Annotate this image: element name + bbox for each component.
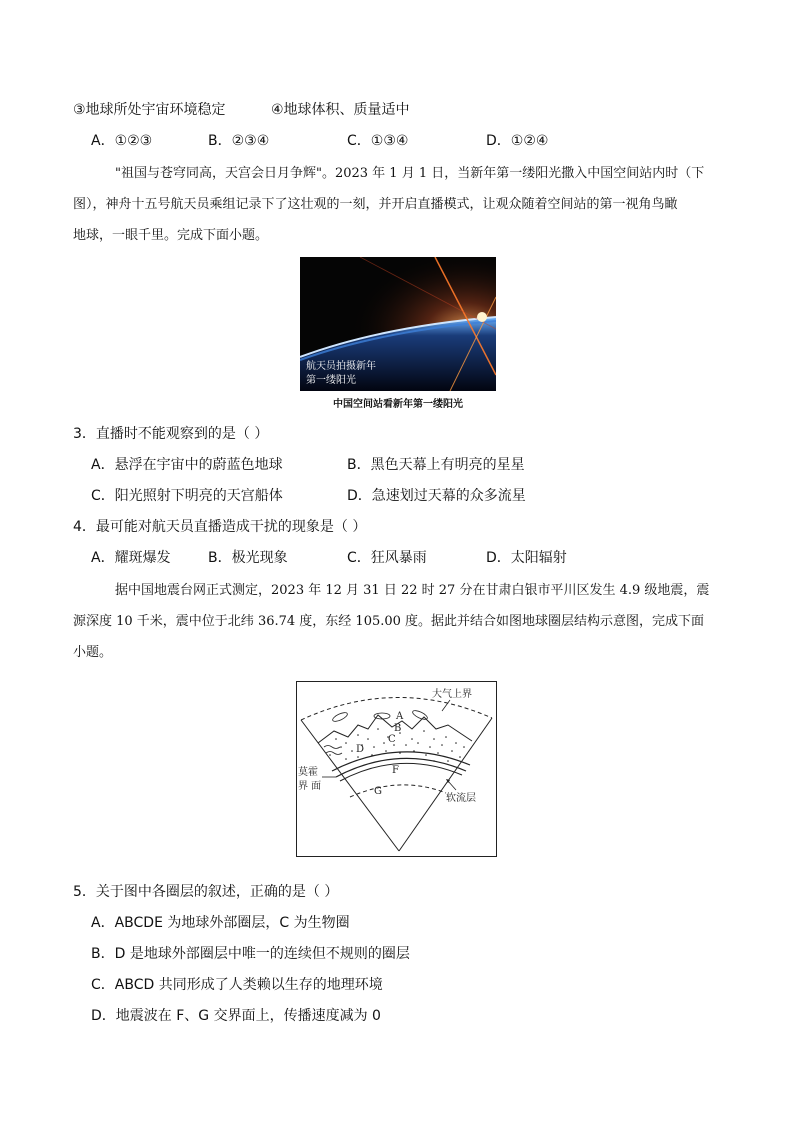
q4-option-a: A．耀斑爆发: [91, 550, 171, 566]
label-moho-1: 莫霍: [298, 767, 318, 778]
earth-sphere-diagram: [296, 681, 497, 857]
q3-stem: 3．直播时不能观察到的是（ ）: [73, 426, 269, 442]
q4-option-c: C．狂风暴雨: [347, 550, 427, 566]
q4-stem: 4．最可能对航天员直播造成干扰的现象是（ ）: [73, 519, 367, 535]
layer-label-f: F: [392, 765, 399, 776]
q3-option-b: B．黑色天幕上有明亮的星星: [347, 457, 525, 473]
layer-label-d: D: [356, 744, 365, 755]
space-station-photo: [300, 257, 496, 391]
layer-label-g: G: [374, 786, 382, 797]
layer-label-a: A: [396, 711, 404, 722]
q3-option-a: A．悬浮在宇宙中的蔚蓝色地球: [91, 457, 283, 473]
photo-overlay-line-1: 航天员拍摄新年: [306, 361, 376, 372]
q5-option-d: D．地震波在 F、G 交界面上，传播速度减为 0: [91, 1008, 381, 1024]
passage2-line-3: 小题。: [73, 645, 113, 660]
label-atmosphere-top: 大气上界: [432, 689, 472, 700]
q5-option-a: A．ABCDE 为地球外部圈层，C 为生物圈: [91, 915, 350, 931]
q5-stem: 5．关于图中各圈层的叙述，正确的是（ ）: [73, 884, 339, 900]
prev-choice-b: B．②③④: [208, 133, 270, 149]
label-moho-2: 界 面: [298, 781, 322, 792]
passage2-line-1: 据中国地震台网正式测定，2023 年 12 月 31 日 22 时 27 分在甘肃白银市平川区发生 4.9 级地震，震: [115, 583, 710, 598]
passage1-line-3: 地球，一眼千里。完成下面小题。: [73, 228, 269, 243]
q5-option-c: C．ABCD 共同形成了人类赖以生存的地理环境: [91, 977, 383, 993]
prev-choice-c: C．①③④: [347, 133, 409, 149]
q4-option-b: B．极光现象: [208, 550, 288, 566]
label-asthenosphere: 软流层: [446, 793, 476, 804]
layer-label-b: B: [394, 723, 402, 734]
passage1-line-2: 图），神舟十五号航天员乘组记录下了这壮观的一刻，并开启直播模式，让观众随着空间站的第一视角鸟瞰: [73, 197, 678, 212]
prev-option-4: ④地球体积、质量适中: [271, 102, 410, 118]
prev-choice-a: A．①②③: [91, 133, 153, 149]
layer-label-c: C: [388, 734, 396, 745]
photo-caption: 中国空间站看新年第一缕阳光: [333, 399, 463, 410]
prev-option-3: ③地球所处宇宙环境稳定: [73, 102, 226, 118]
passage1-line-1: "祖国与苍穹同高，天宫会日月争辉"。2023 年 1 月 1 日，当新年第一缕阳光撒入中国空间站内时（下: [115, 166, 705, 181]
passage2-line-2: 源深度 10 千米，震中位于北纬 36.74 度，东经 105.00 度。据此并结合如图地球圈层结构示意图，完成下面: [73, 614, 705, 629]
q3-option-d: D．急速划过天幕的众多流星: [347, 488, 526, 504]
q3-option-c: C．阳光照射下明亮的天宫船体: [91, 488, 283, 504]
prev-choice-d: D．①②④: [486, 133, 549, 149]
q5-option-b: B．D 是地球外部圈层中唯一的连续但不规则的圈层: [91, 946, 410, 962]
q4-option-d: D．太阳辐射: [486, 550, 567, 566]
photo-overlay-line-2: 第一缕阳光: [306, 375, 356, 386]
